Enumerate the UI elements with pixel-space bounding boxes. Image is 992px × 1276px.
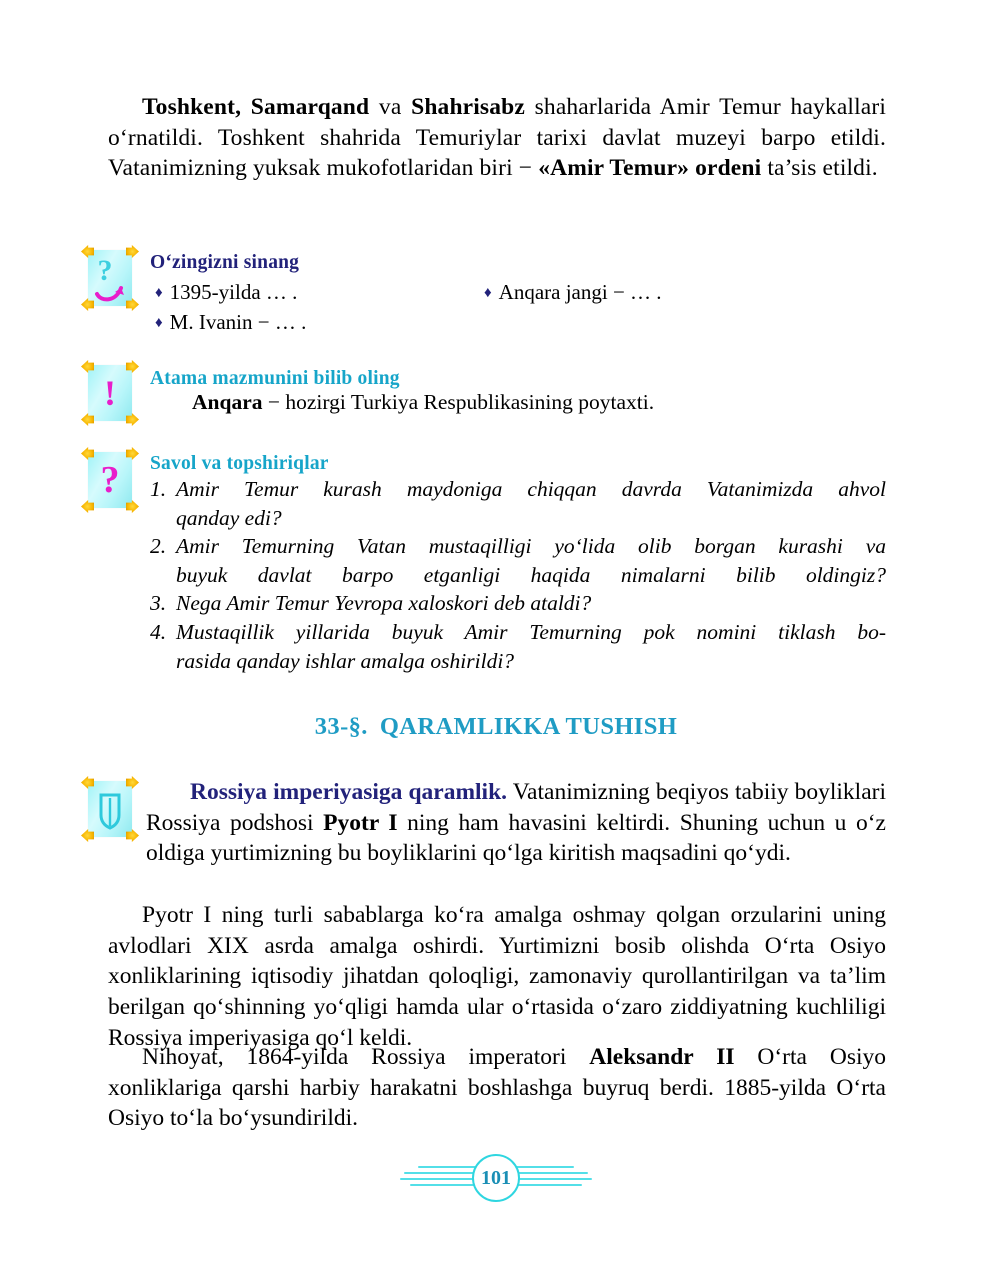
folio-wing-right-icon (514, 1154, 592, 1198)
lead-text-after: ning ham havasini keltirdi. Shuning uchun u o‘z oldiga yurtimizning bu boyliklarini qo‘lga kiritish maqsadini qo‘ydi. (146, 809, 886, 867)
question-number: 1. (150, 477, 167, 501)
self-check-item (484, 278, 662, 308)
question-line: Amir Temurning Vatan mustaqilligi yo‘lida olib borgan kurashi va (176, 534, 886, 559)
question-item (150, 475, 886, 532)
intro-va: va (369, 94, 412, 120)
paragraph-two: Pyotr I ning turli sabablarga ko‘ra amalga oshmay qolgan orzularini uning avlodlari XIX asrda amalga oshirdi. Yurtimizni bosib olishda O‘rta Osiyo xonliklarining iqtisodiy jihatdan qoloqligi, zamonaviy qurollantirilgan va ta’lim berilgan qo‘shinning yo‘qligi hamda ular o‘rtasida o‘zaro ziddiyatning kuchliligi Rossiya imperiyasiga qo‘l keldi. (108, 902, 886, 1051)
self-check-list-right (484, 278, 662, 308)
intro-paragraph (108, 92, 886, 184)
intro-bold-cities: Toshkent, Samarqand (142, 94, 370, 120)
question-arrow-icon (88, 250, 132, 306)
term-definition-line (192, 390, 654, 415)
question-line: Amir Temur kurash maydoniga chiqqan davrda Vatanimizda ahvol (176, 477, 886, 501)
paragraph-three-after: O‘rta Osiyo xonliklariga qarshi harbiy harakatni boshlashga buyruq berdi. 1885-yilda O‘rta Osiyo to‘la bo‘ysundirildi. (108, 1044, 887, 1132)
intro-paragraph-block (108, 92, 886, 184)
self-check-list-left (155, 278, 306, 338)
shield-book-icon (88, 781, 132, 837)
question-mark-icon: ? (100, 459, 120, 501)
paragraph-three (108, 1042, 886, 1134)
exclamation-icon: ! (104, 373, 116, 413)
term-word: Anqara (192, 390, 263, 414)
paragraph-three-bold: Aleksandr II (589, 1044, 735, 1070)
section-title: QARAMLIKKA TUSHISH (379, 713, 678, 740)
question-item (150, 618, 886, 675)
diamond-bullet-icon: ♦ (484, 285, 492, 301)
folio-ornament (396, 1154, 596, 1202)
term-definition-text: hozirgi Turkiya Respublikasining poytaxti. (280, 390, 655, 414)
intro-dash: − (518, 155, 533, 182)
folio-wing-left-icon (400, 1154, 478, 1198)
question-line: rasida qanday ishlar amalga oshirildi? (176, 648, 515, 673)
self-check-item-label: M. Ivanin − … . (169, 309, 307, 334)
self-check-icon-box (88, 250, 132, 306)
self-check-item (155, 278, 306, 308)
self-check-item-label: Anqara jangi − … . (498, 280, 662, 304)
questions-section-title: Savol va topshiriqlar (150, 453, 329, 474)
question-text (176, 532, 886, 589)
diamond-bullet-icon: ♦ (155, 314, 163, 331)
intro-bold-shahrisabz: Shahrisabz (411, 94, 525, 120)
question-line: Mustaqillik yillarida buyuk Amir Temurning pok nomini tiklash bo- (176, 619, 886, 644)
lead-icon-box (88, 781, 132, 837)
diamond-bullet-icon: ♦ (155, 285, 163, 301)
question-line: buyuk davlat barpo etganligi haqida nimalarni bilib oldingiz? (176, 562, 886, 587)
question-line: Nega Amir Temur Yevropa xaloskori deb ataldi? (176, 591, 592, 616)
self-check-item (155, 308, 306, 338)
question-text (176, 589, 886, 618)
lead-text-before: Vatanimizning beqiyos tabiiy boyliklari Rossiya podshosi (146, 779, 886, 836)
self-check-item-label: 1395-yilda … . (169, 280, 298, 304)
intro-text-main: shaharlarida Amir Temur haykallari o‘rnatildi. Toshkent shahrida Temuriylar tarixi davlat muzeyi barpo etildi. Vatanimizning yuksak mukofotlaridan biri (108, 94, 886, 182)
intro-text-tail: ta’sis etildi. (761, 155, 878, 182)
paragraph-three-before: Nihoyat, 1864-yilda Rossiya imperatori (142, 1044, 590, 1070)
question-text (176, 475, 886, 532)
lead-paragraph (146, 777, 886, 869)
section-number: 33-§. (314, 713, 368, 740)
term-icon-box (88, 365, 132, 421)
self-check-title: O‘zingizni sinang (150, 252, 300, 273)
lead-heading: Rossiya imperiyasiga qaramlik. (190, 779, 508, 805)
question-line: qanday edi? (176, 505, 282, 530)
question-number: 3. (150, 591, 167, 616)
lead-bold-name: Pyotr I (323, 809, 398, 836)
questions-icon-box (88, 452, 132, 508)
question-number: 2. (150, 534, 167, 559)
question-number: 4. (150, 619, 167, 644)
section-heading (0, 713, 992, 741)
intro-bold-order: «Amir Temur» ordeni (532, 155, 762, 182)
term-section-title: Atama mazmunini bilib oling (150, 368, 400, 389)
question-item (150, 532, 886, 589)
question-item (150, 589, 886, 618)
question-text (176, 618, 886, 675)
questions-list (150, 475, 886, 675)
page-number: 101 (472, 1154, 520, 1202)
term-dash: − (267, 390, 280, 414)
svg-text:?: ? (97, 254, 113, 287)
page-footer (0, 1152, 992, 1204)
